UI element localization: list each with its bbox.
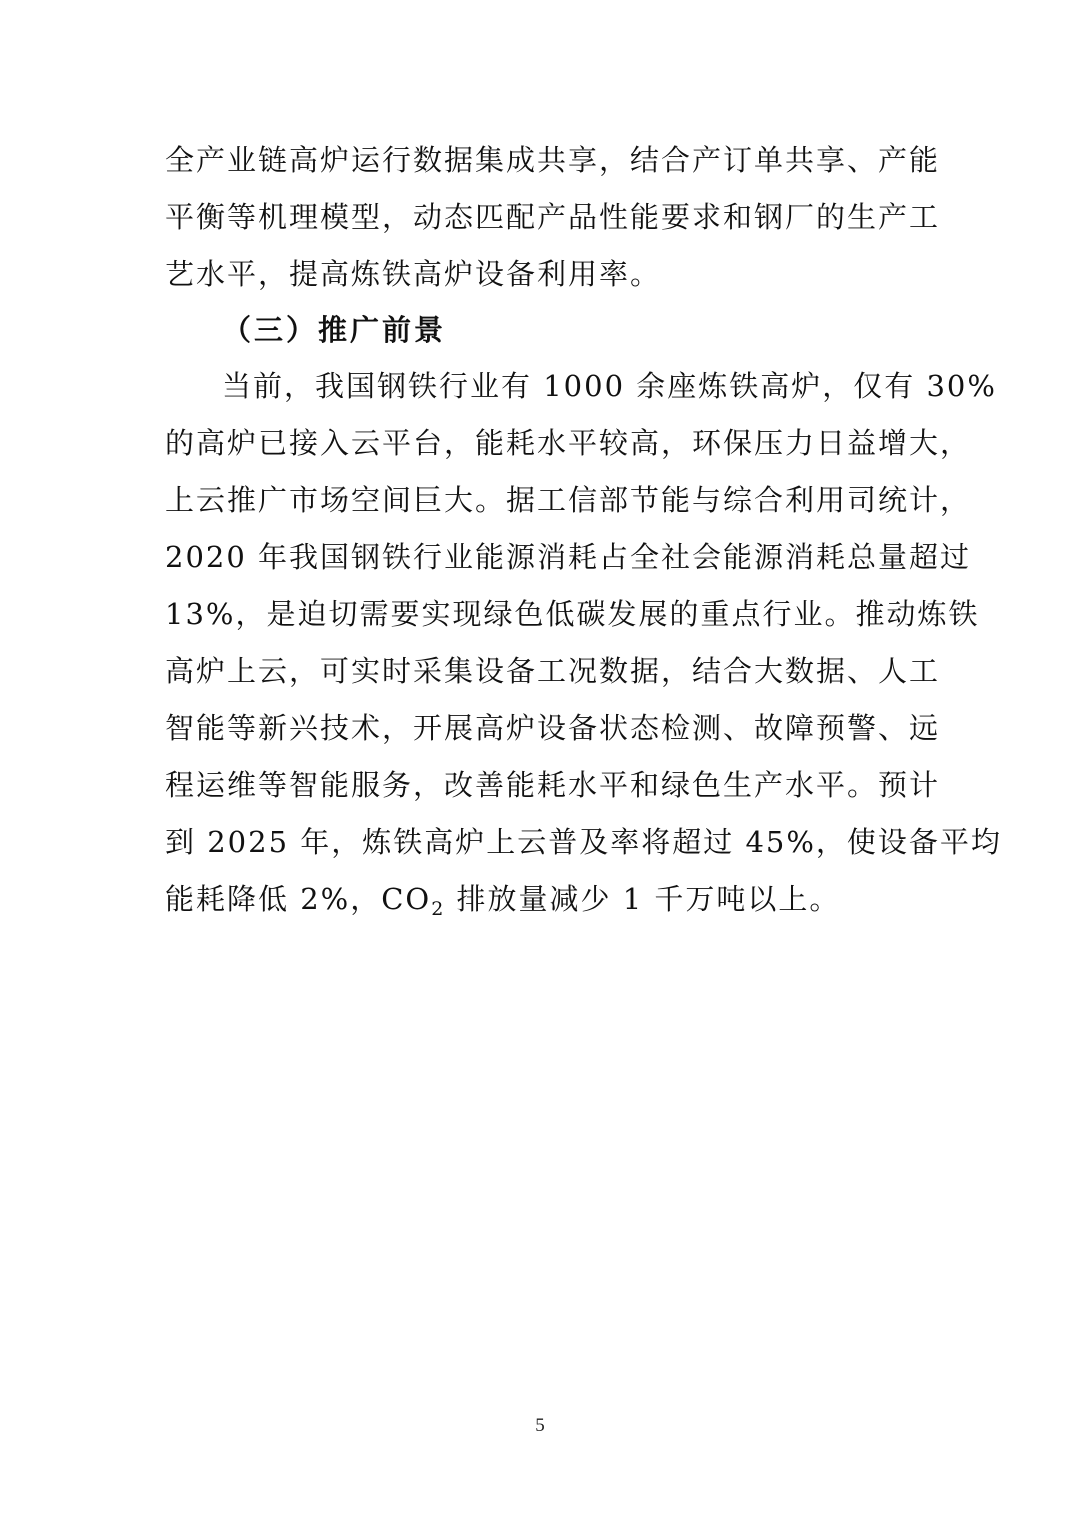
paragraph-line: 高炉上云，可实时采集设备工况数据，结合大数据、人工 [165,654,941,688]
paragraph-line: 的高炉已接入云平台，能耗水平较高，环保压力日益增大， [165,426,972,460]
co2-subscript: 2 [431,898,446,920]
paragraph-line: 当前，我国钢铁行业有 1000 余座炼铁高炉，仅有 30% [222,369,997,403]
paragraph-last-line [165,879,840,919]
paragraph-line: 平衡等机理模型，动态匹配产品性能要求和钢厂的生产工 [165,200,941,234]
last-line-text: 能耗降低 2%，CO [165,882,432,916]
paragraph-line: 2020 年我国钢铁行业能源消耗占全社会能源消耗总量超过 [165,540,972,574]
page-number: 5 [535,1415,545,1436]
paragraph-line: 上云推广市场空间巨大。据工信部节能与综合利用司统计， [165,483,972,517]
paragraph-line: 全产业链高炉运行数据集成共享，结合产订单共享、产能 [165,143,941,177]
last-line-text-end: 排放量减少 1 千万吨以上。 [445,882,841,916]
paragraph-line: 13%，是迫切需要实现绿色低碳发展的重点行业。推动炼铁 [165,597,980,631]
section-heading: （三）推广前景 [222,313,447,347]
paragraph-line: 智能等新兴技术，开展高炉设备状态检测、故障预警、远 [165,711,941,745]
paragraph-line: 程运维等智能服务，改善能耗水平和绿色生产水平。预计 [165,768,941,802]
paragraph-line: 到 2025 年，炼铁高炉上云普及率将超过 45%，使设备平均 [165,825,1002,859]
paragraph-line: 艺水平，提高炼铁高炉设备利用率。 [165,257,662,291]
